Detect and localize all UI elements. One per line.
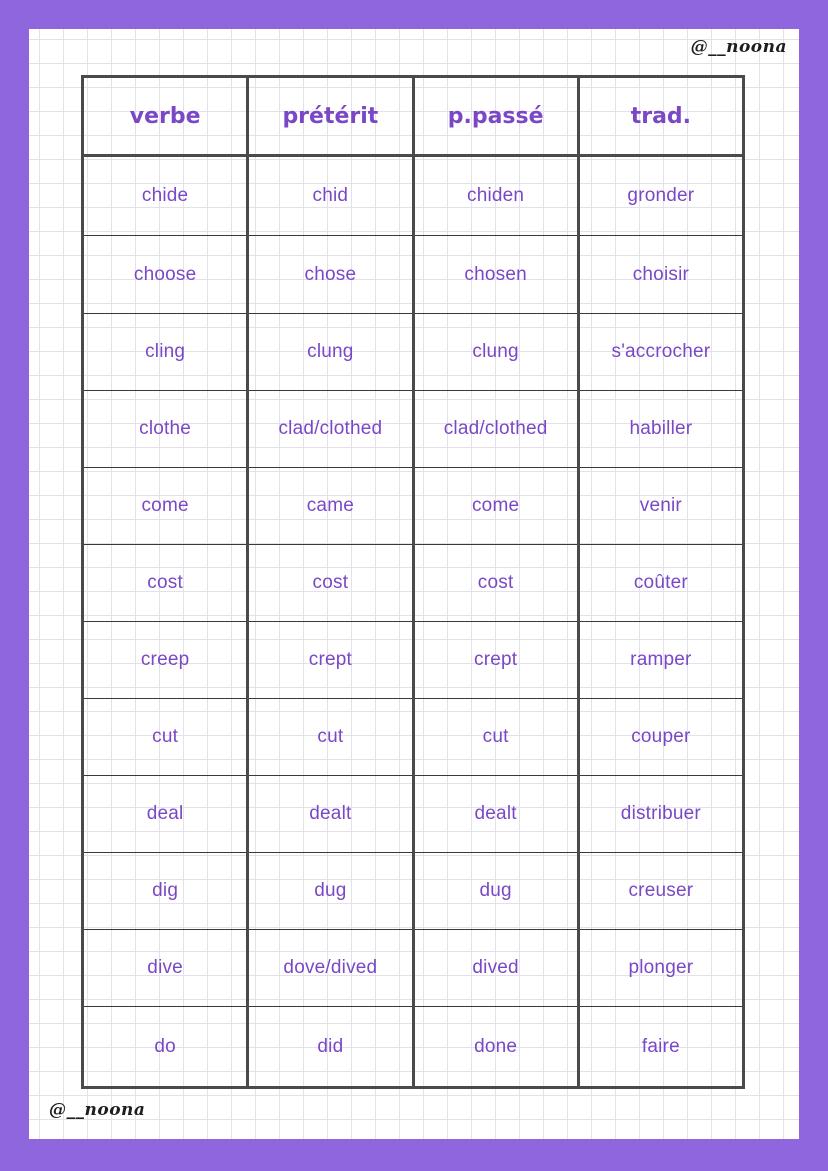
- cell-traduction: faire: [578, 1007, 743, 1088]
- cell-verbe: cling: [83, 313, 248, 390]
- header-traduction: trad.: [578, 77, 743, 156]
- cell-participe-passe: dealt: [413, 776, 578, 853]
- cell-preterit: chose: [248, 236, 413, 313]
- cell-preterit: cut: [248, 699, 413, 776]
- cell-participe-passe: come: [413, 467, 578, 544]
- table-row: [83, 930, 744, 1007]
- header-row: [83, 77, 744, 156]
- cell-traduction: couper: [578, 699, 743, 776]
- cell-traduction: coûter: [578, 544, 743, 621]
- cell-participe-passe: done: [413, 1007, 578, 1088]
- cell-verbe: come: [83, 467, 248, 544]
- cell-traduction: s'accrocher: [578, 313, 743, 390]
- table-row: [83, 853, 744, 930]
- cell-traduction: habiller: [578, 390, 743, 467]
- table-row: [83, 1007, 744, 1088]
- cell-verbe: dig: [83, 853, 248, 930]
- header-verbe: verbe: [83, 77, 248, 156]
- cell-verbe: creep: [83, 621, 248, 698]
- cell-verbe: cut: [83, 699, 248, 776]
- cell-preterit: clad/clothed: [248, 390, 413, 467]
- cell-verbe: do: [83, 1007, 248, 1088]
- cell-participe-passe: crept: [413, 621, 578, 698]
- table-row: [83, 390, 744, 467]
- table-row: [83, 621, 744, 698]
- cell-preterit: dealt: [248, 776, 413, 853]
- cell-participe-passe: clad/clothed: [413, 390, 578, 467]
- cell-traduction: plonger: [578, 930, 743, 1007]
- cell-participe-passe: dug: [413, 853, 578, 930]
- cell-preterit: did: [248, 1007, 413, 1088]
- cell-preterit: cost: [248, 544, 413, 621]
- cell-verbe: deal: [83, 776, 248, 853]
- cell-preterit: chid: [248, 156, 413, 236]
- cell-verbe: dive: [83, 930, 248, 1007]
- table-row: [83, 467, 744, 544]
- cell-preterit: dove/dived: [248, 930, 413, 1007]
- cell-preterit: came: [248, 467, 413, 544]
- irregular-verbs-table: [81, 75, 745, 1089]
- watermark-bottom: @__noona: [49, 1100, 146, 1120]
- cell-participe-passe: cut: [413, 699, 578, 776]
- table-row: [83, 236, 744, 313]
- cell-preterit: crept: [248, 621, 413, 698]
- cell-traduction: creuser: [578, 853, 743, 930]
- cell-verbe: choose: [83, 236, 248, 313]
- table-row: [83, 544, 744, 621]
- cell-verbe: cost: [83, 544, 248, 621]
- table-row: [83, 699, 744, 776]
- cell-preterit: clung: [248, 313, 413, 390]
- cell-verbe: chide: [83, 156, 248, 236]
- table-body: [83, 156, 744, 1088]
- cell-traduction: venir: [578, 467, 743, 544]
- cell-participe-passe: dived: [413, 930, 578, 1007]
- cell-verbe: clothe: [83, 390, 248, 467]
- cell-traduction: gronder: [578, 156, 743, 236]
- table-row: [83, 776, 744, 853]
- cell-participe-passe: chosen: [413, 236, 578, 313]
- table-row: [83, 156, 744, 236]
- header-participe-passe: p.passé: [413, 77, 578, 156]
- header-preterit: prétérit: [248, 77, 413, 156]
- cell-participe-passe: clung: [413, 313, 578, 390]
- cell-participe-passe: chiden: [413, 156, 578, 236]
- cell-traduction: choisir: [578, 236, 743, 313]
- cell-traduction: distribuer: [578, 776, 743, 853]
- table-row: [83, 313, 744, 390]
- cell-preterit: dug: [248, 853, 413, 930]
- cell-participe-passe: cost: [413, 544, 578, 621]
- cell-traduction: ramper: [578, 621, 743, 698]
- watermark-top: @__noona: [690, 37, 787, 57]
